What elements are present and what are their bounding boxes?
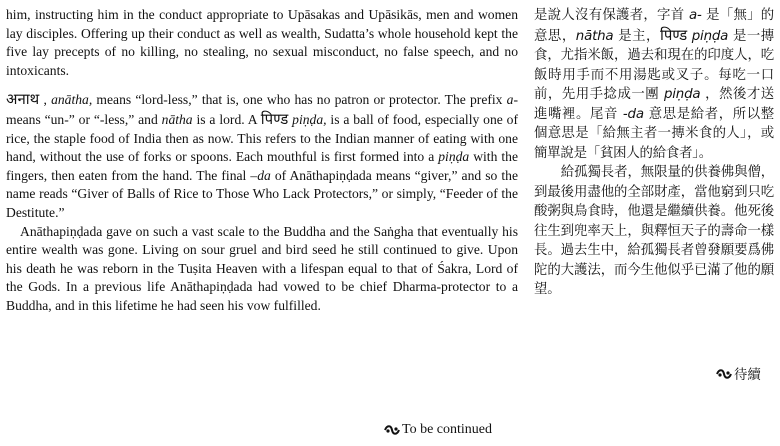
english-paragraph-1: him, instructing him in the conduct appropriate to Upāsakas and Upāsikās, men and women lay disciples. Offering up their conduct as well as wealth, Sudatta’s whole household kept the five lay precepts of no killing, no stealing, no sexual misconduct, no false speech, and no intoxicants. — [6, 7, 518, 78]
english-paragraph-3: Anāthapiṇḍada gave on such a vast scale to the Buddha and the Saṅgha that eventually his entire wealth was gone. Living on sour gruel and bird seed he still continued to give. Upon his death he was reborn in the Tuṣita Heaven with a lifespan equal to that of Śakra, Lord of the Gods. In a previous life Anāthapiṇḍada had vowed to be chief Dharma-protector to a Buddha, and in this lifetime he had seen his vow fulfilled. — [6, 223, 518, 313]
zh-term-suffix-da: -da — [622, 106, 644, 122]
chinese-paragraph-2: 給孤獨長者，無限量的供養佛與僧，到最後用盡他的全部財產，當他窮到只吃酸粥與鳥食時，他還是繼續供養。他死後往生到兜率天上，與釋恒天子的壽命一樣長。過去生中，給孤獨長者曾發願要爲佛陀的大護法，而今生他似乎已滿了他的願望。 — [534, 165, 774, 297]
leaf-ornament-icon — [384, 424, 400, 436]
chinese-continued-note — [716, 364, 761, 383]
term-anatha: anātha, — [51, 92, 93, 108]
term-pinda-2: piṇḍa — [438, 149, 470, 165]
english-paragraph-2: अनाथ , anātha, means “lord-less,” that is, one who has no patron or protector. The prefix a- means “un-” or “-less,” and nātha is a lord. A पिण्ड piṇḍa, is a ball of food, especially one of rice, the staple food of India then as now. This refers to the Indian manner of eating with one hand, without the use of forks or spoons. Each mouthful is first formed into a piṇḍa with the fingers, then eaten from the hand. The final –da of Anāthapiṇḍada means “giver,” and so the name reads “Giver of Balls of Rice to Those Who Lack Protectors,” or simply, “Feeder of the Destitute.” — [6, 90, 518, 220]
chinese-column — [534, 6, 774, 300]
zh-term-natha: nātha — [575, 28, 614, 44]
term-natha: nātha — [161, 111, 193, 127]
leaf-ornament-icon — [716, 368, 732, 380]
english-column — [6, 6, 518, 316]
devanagari-pinda: पिण्ड — [260, 109, 289, 128]
zh-term-pinda: piṇḍa — [691, 28, 729, 44]
term-prefix-a: a- — [506, 92, 518, 108]
term-pinda: piṇḍa, — [292, 111, 327, 127]
continued-label-zh: 待續 — [734, 368, 761, 383]
continued-label: To be continued — [402, 422, 492, 437]
zh-term-pinda-2: piṇḍa — [663, 87, 701, 102]
devanagari-anatha: अनाथ — [6, 90, 40, 109]
zh-devanagari-pinda: पिण्ड — [659, 25, 687, 44]
english-continued-note — [384, 422, 492, 438]
chinese-paragraph-1: 是說人沒有保護者，字首 a- 是「無」的意思，nātha 是主，पिण्ड piṇḍa 是一摶食，尤指米飯，過去和現在的印度人，吃飯時用手而不用湯匙或叉子。每吃一口前，先用手捻成一團 piṇḍa ，然後才送進嘴裡。尾音 -da 意思是給者，所以整個意思是「給無主者一摶米食的人」，或簡單說是「貧困人的給食者」。 — [534, 8, 774, 161]
term-suffix-da: –da — [250, 167, 271, 183]
zh-term-prefix-a: a- — [688, 8, 702, 23]
